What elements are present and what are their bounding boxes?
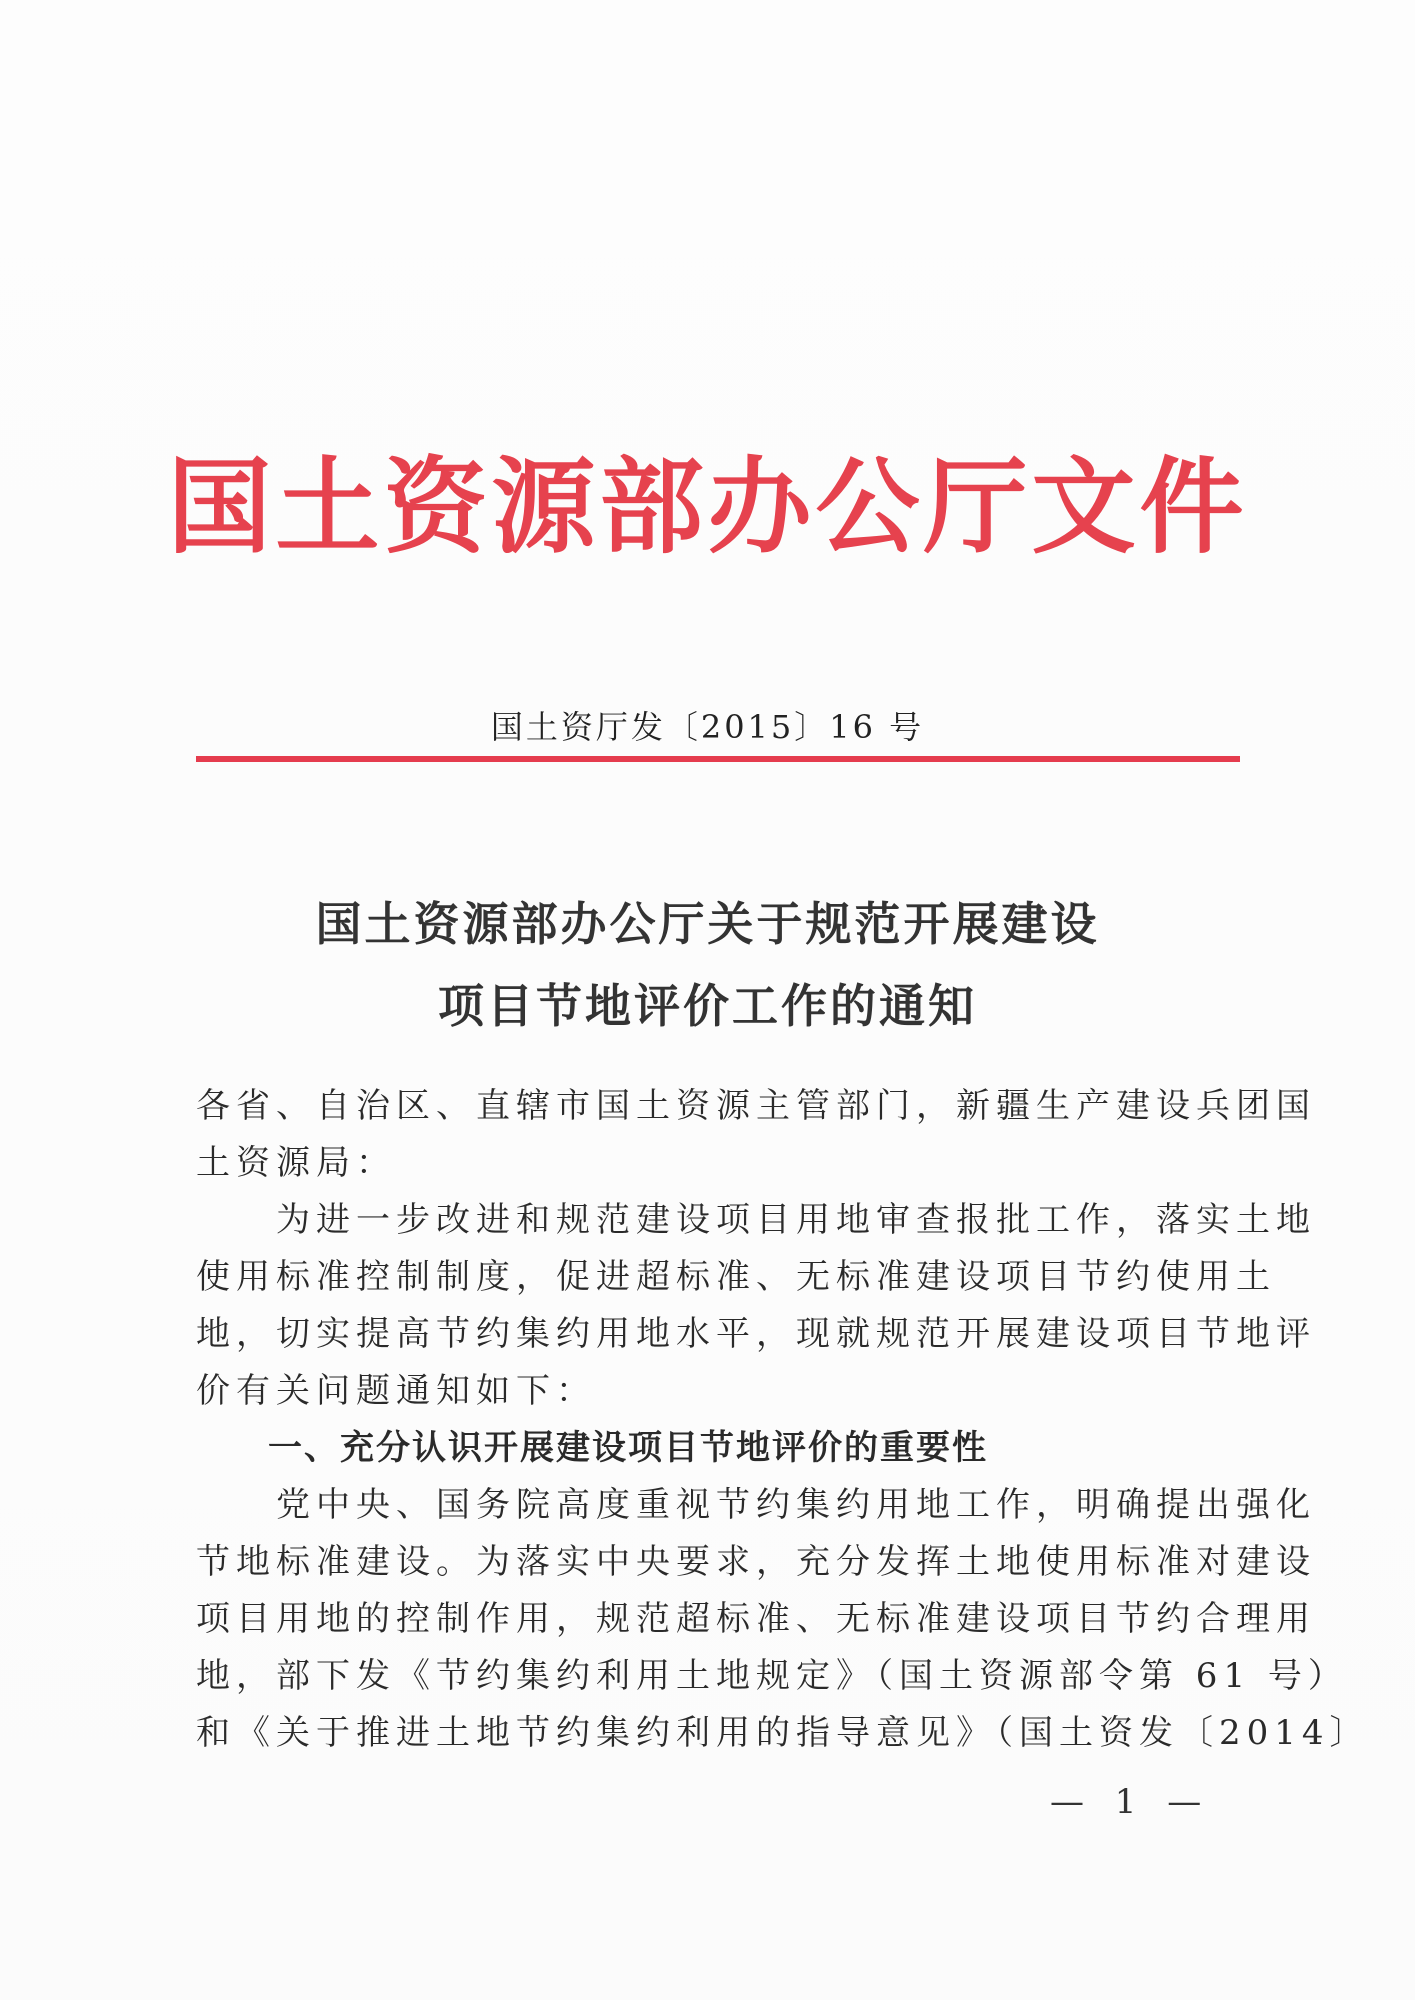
body-line: 项目用地的控制作用，规范超标准、无标准建设项目节约合理用 [196,1599,1316,1639]
body-paragraph [196,1078,1370,1762]
body-line: 为进一步改进和规范建设项目用地审查报批工作，落实土地 [196,1200,1316,1240]
body-line: 节地标准建设。为落实中央要求，充分发挥土地使用标准对建设 [196,1542,1316,1582]
show-through [200,245,1240,295]
body-line: 和《关于推进土地节约集约利用的指导意见》（国土资发〔2014〕 [196,1713,1370,1753]
masthead: 国土资源部办公厅文件 [167,445,1248,568]
body-line: 各省、自治区、直辖市国土资源主管部门，新疆生产建设兵团国 [196,1086,1316,1126]
section-heading: 一、充分认识开展建设项目节地评价的重要性 [196,1428,988,1468]
body-line: 党中央、国务院高度重视节约集约用地工作，明确提出强化 [196,1485,1316,1525]
document-number: 国土资厅发〔2015〕16 号 [490,708,925,746]
body-line: 价有关问题通知如下： [196,1371,596,1411]
body-line: 地，切实提高节约集约用地水平，现就规范开展建设项目节地评 [196,1314,1316,1354]
body-line: 使用标准控制制度，促进超标准、无标准建设项目节约使用土 [196,1257,1276,1297]
notice-title-line-1: 国土资源部办公厅关于规范开展建设 [315,897,1100,951]
body-line: 土资源局： [196,1143,396,1183]
page-number: — 1 — [1050,1782,1212,1822]
red-divider-line [196,756,1240,762]
notice-title-line-2: 项目节地评价工作的通知 [438,979,977,1033]
body-line: 地，部下发《节约集约利用土地规定》（国土资源部令第 61 号） [196,1656,1348,1696]
